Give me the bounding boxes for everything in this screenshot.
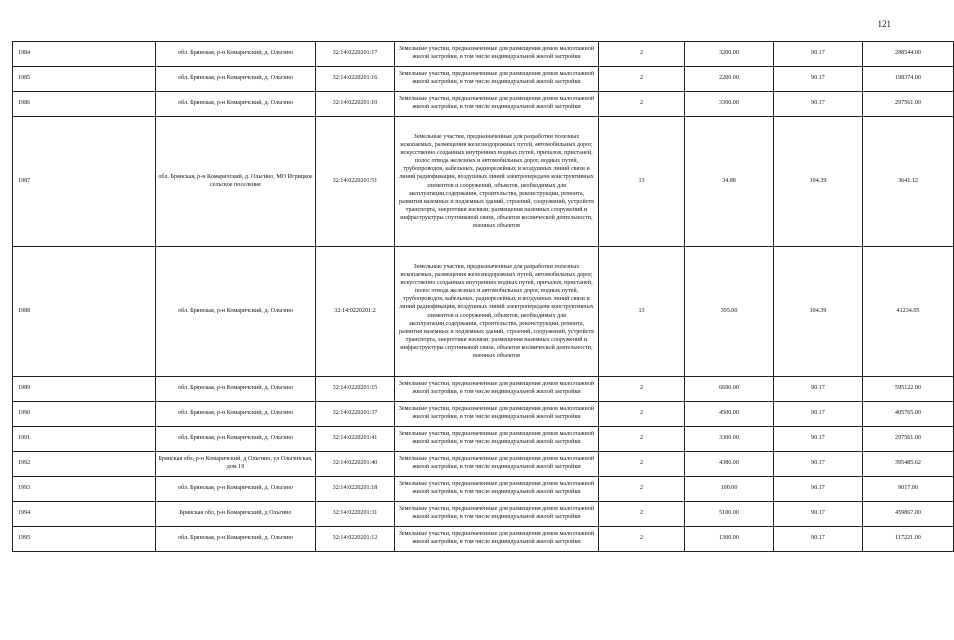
land-use-cell: Земельные участки, предназначенные для размещения домов малоэтажной жилой застройки, в том числе индивидуальной жилой застройки xyxy=(395,67,599,92)
table-row xyxy=(13,67,954,92)
table-row xyxy=(13,247,954,377)
specific-value-cell: 90.17 xyxy=(774,377,863,402)
row-number: 1995 xyxy=(13,527,156,552)
land-use-cell: Земельные участки, предназначенные для размещения домов малоэтажной жилой застройки, в том числе индивидуальной жилой застройки xyxy=(395,42,599,67)
row-number: 1988 xyxy=(13,247,156,377)
area-cell: 100.00 xyxy=(685,477,774,502)
specific-value-cell: 90.17 xyxy=(774,502,863,527)
specific-value-cell: 90.17 xyxy=(774,452,863,477)
specific-value-cell: 90.17 xyxy=(774,92,863,117)
specific-value-cell: 90.17 xyxy=(774,527,863,552)
row-number: 1985 xyxy=(13,67,156,92)
address-cell: обл. Брянская, р-н Комаричский, д. Ольгино, МО Игрицкое сельское поселение xyxy=(156,117,316,247)
area-cell: 1300.00 xyxy=(685,527,774,552)
cadastral-number-cell: 32:14:0220201:40 xyxy=(316,452,395,477)
cadastral-number-cell: 32:14:0220201:37 xyxy=(316,402,395,427)
table-row xyxy=(13,527,954,552)
address-cell: Брянская обл, р-н Комаричский, д Ольгино, ул Ольгинская, дом 19 xyxy=(156,452,316,477)
cadastral-value-cell: 405765.00 xyxy=(863,402,954,427)
cadastral-value-cell: 9017.00 xyxy=(863,477,954,502)
table-row xyxy=(13,427,954,452)
land-use-cell: Земельные участки, предназначенные для разработки полезных ископаемых, размещения железнодорожных путей, автомобильных дорог, искусственно созданных внутренних водных путей, причалов, пристаней, полос отвода железных и автомобильных дорог, водных путей, трубопроводов, кабельных, радиорелейных и воздушных линий связи и линий радиофикации, воздушных линий электропередачи конструктивных элементов и сооружений, объектов, необходимых для эксплуатации,содержания, строительства, реконструкции, ремонта, развития наземных и подземных зданий, строений, сооружений, устройств транспорта, энергетики иэсвязи; размещения наземных сооружений и инфраструктуры спутниковой связи, объектов космической деятельности, военных объектов xyxy=(395,247,599,377)
land-use-cell: Земельные участки, предназначенные для разработки полезных ископаемых, размещения железнодорожных путей, автомобильных дорог, искусственно созданных внутренних водных путей, причалов, пристаней, полос отвода железных и автомобильных дорог, водных путей, трубопроводов, кабельных, радиорелейных и воздушных линий связи и линий радиофикации, воздушных линий электропередачи конструктивных элементов и сооружений, объектов, необходимых для эксплуатации,содержания, строительства, реконструкции, ремонта, развития наземных и подземных зданий, строений, сооружений, устройств транспорта, энергетики иэсвязи; размещения наземных сооружений и инфраструктуры спутниковой связи, объектов космической деятельности, военных объектов xyxy=(395,117,599,247)
table-row xyxy=(13,117,954,247)
group-cell: 13 xyxy=(599,247,685,377)
address-cell: обл. Брянская, р-н Комаричский, д. Ольгино xyxy=(156,527,316,552)
land-use-cell: Земельные участки, предназначенные для размещения домов малоэтажной жилой застройки, в том числе индивидуальной жилой застройки xyxy=(395,377,599,402)
specific-value-cell: 90.17 xyxy=(774,427,863,452)
cadastral-value-cell: 459867.00 xyxy=(863,502,954,527)
row-number: 1993 xyxy=(13,477,156,502)
cadastral-number-cell: 32:14:0220201:15 xyxy=(316,377,395,402)
row-number: 1994 xyxy=(13,502,156,527)
group-cell: 2 xyxy=(599,502,685,527)
group-cell: 2 xyxy=(599,67,685,92)
area-cell: 3200.00 xyxy=(685,42,774,67)
table-row xyxy=(13,477,954,502)
area-cell: 4386.00 xyxy=(685,452,774,477)
group-cell: 2 xyxy=(599,92,685,117)
address-cell: обл. Брянская, р-н Комаричский, д. Ольгино xyxy=(156,402,316,427)
address-cell: Брянская обл, р-н Комаричский, д Ольгино xyxy=(156,502,316,527)
table-row xyxy=(13,502,954,527)
group-cell: 2 xyxy=(599,452,685,477)
cadastral-number-cell: 32:14:0220201:12 xyxy=(316,527,395,552)
group-cell: 2 xyxy=(599,427,685,452)
land-use-cell: Земельные участки, предназначенные для размещения домов малоэтажной жилой застройки, в том числе индивидуальной жилой застройки xyxy=(395,502,599,527)
specific-value-cell: 104.39 xyxy=(774,117,863,247)
row-number: 1989 xyxy=(13,377,156,402)
specific-value-cell: 90.17 xyxy=(774,42,863,67)
group-cell: 2 xyxy=(599,42,685,67)
land-use-cell: Земельные участки, предназначенные для размещения домов малоэтажной жилой застройки, в том числе индивидуальной жилой застройки xyxy=(395,427,599,452)
cadastral-value-cell: 198374.00 xyxy=(863,67,954,92)
area-cell: 34.88 xyxy=(685,117,774,247)
specific-value-cell: 90.17 xyxy=(774,477,863,502)
row-number: 1990 xyxy=(13,402,156,427)
address-cell: обл. Брянская, р-н Комаричский, д. Ольгино xyxy=(156,67,316,92)
cadastral-number-cell: 32:14:0220201:17 xyxy=(316,42,395,67)
table-row xyxy=(13,402,954,427)
group-cell: 2 xyxy=(599,527,685,552)
address-cell: обл. Брянская, р-н Комаричский, д. Ольгино xyxy=(156,42,316,67)
cadastral-value-cell: 288544.00 xyxy=(863,42,954,67)
row-number: 1986 xyxy=(13,92,156,117)
group-cell: 13 xyxy=(599,117,685,247)
row-number: 1992 xyxy=(13,452,156,477)
table-body xyxy=(13,42,954,552)
area-cell: 395.00 xyxy=(685,247,774,377)
table-row xyxy=(13,377,954,402)
land-use-cell: Земельные участки, предназначенные для размещения домов малоэтажной жилой застройки, в том числе индивидуальной жилой застройки xyxy=(395,477,599,502)
cadastral-value-cell: 595122.00 xyxy=(863,377,954,402)
area-cell: 4500.00 xyxy=(685,402,774,427)
address-cell: обл. Брянская, р-н Комаричский, д. Ольгино xyxy=(156,92,316,117)
land-use-cell: Земельные участки, предназначенные для размещения домов малоэтажной жилой застройки, в том числе индивидуальной жилой застройки xyxy=(395,452,599,477)
address-cell: обл. Брянская, р-н Комаричский, д. Ольгино xyxy=(156,477,316,502)
cadastral-number-cell: 32:14:0220201:10 xyxy=(316,92,395,117)
cadastral-value-cell: 297561.00 xyxy=(863,92,954,117)
specific-value-cell: 90.17 xyxy=(774,67,863,92)
group-cell: 2 xyxy=(599,377,685,402)
address-cell: обл. Брянская, р-н Комаричский, д. Ольгино xyxy=(156,427,316,452)
cadastral-value-table xyxy=(12,41,954,552)
land-use-cell: Земельные участки, предназначенные для размещения домов малоэтажной жилой застройки, в том числе индивидуальной жилой застройки xyxy=(395,92,599,117)
cadastral-value-cell: 297561.00 xyxy=(863,427,954,452)
area-cell: 6600.00 xyxy=(685,377,774,402)
row-number: 1991 xyxy=(13,427,156,452)
cadastral-number-cell: 32:14:0220201:31 xyxy=(316,502,395,527)
table-row xyxy=(13,452,954,477)
land-use-cell: Земельные участки, предназначенные для размещения домов малоэтажной жилой застройки, в том числе индивидуальной жилой застройки xyxy=(395,527,599,552)
cadastral-number-cell: 32:14:0220201:18 xyxy=(316,477,395,502)
cadastral-number-cell: 32:14:0220201:16 xyxy=(316,67,395,92)
area-cell: 3300.00 xyxy=(685,92,774,117)
specific-value-cell: 104.39 xyxy=(774,247,863,377)
group-cell: 2 xyxy=(599,402,685,427)
cadastral-value-cell: 41234.05 xyxy=(863,247,954,377)
cadastral-value-cell: 117221.00 xyxy=(863,527,954,552)
address-cell: обл. Брянская, р-н Комаричский, д. Ольгино xyxy=(156,247,316,377)
area-cell: 5100.00 xyxy=(685,502,774,527)
cadastral-number-cell: 32:14:0220201:2 xyxy=(316,247,395,377)
row-number: 1987 xyxy=(13,117,156,247)
cadastral-number-cell: 32:14:0220201:41 xyxy=(316,427,395,452)
group-cell: 2 xyxy=(599,477,685,502)
row-number: 1984 xyxy=(13,42,156,67)
address-cell: обл. Брянская, р-н Комаричский, д. Ольгино xyxy=(156,377,316,402)
area-cell: 3300.00 xyxy=(685,427,774,452)
land-use-cell: Земельные участки, предназначенные для размещения домов малоэтажной жилой застройки, в том числе индивидуальной жилой застройки xyxy=(395,402,599,427)
cadastral-value-cell: 3641.12 xyxy=(863,117,954,247)
table-row xyxy=(13,92,954,117)
table-row xyxy=(13,42,954,67)
specific-value-cell: 90.17 xyxy=(774,402,863,427)
cadastral-value-cell: 395485.62 xyxy=(863,452,954,477)
page-number: 121 xyxy=(877,19,891,29)
cadastral-number-cell: 32:14:0220201:51 xyxy=(316,117,395,247)
area-cell: 2200.00 xyxy=(685,67,774,92)
